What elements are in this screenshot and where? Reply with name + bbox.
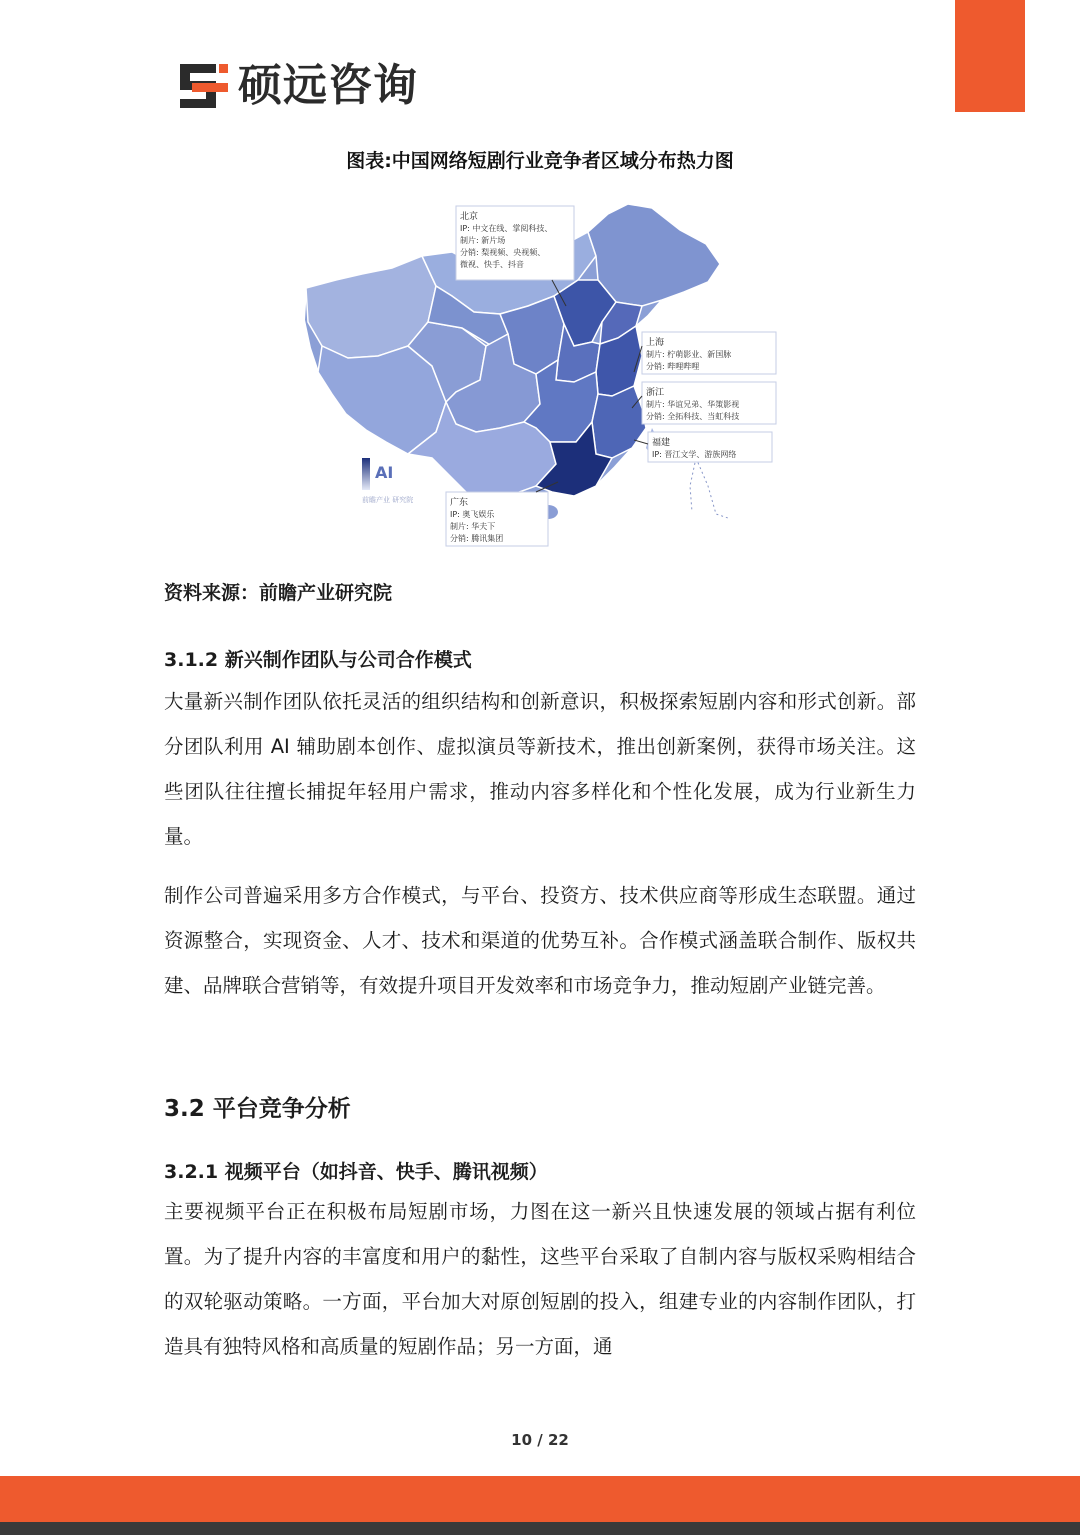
south-sea-islands <box>690 458 728 518</box>
heading-3-2: 3.2 平台竞争分析 <box>164 1096 351 1122</box>
callout-line: 制片: 华夫下 <box>450 522 496 531</box>
footer-dark-bar <box>0 1522 1080 1535</box>
callout-line: IP: 奥飞娱乐 <box>450 510 495 519</box>
callout-guangdong <box>446 482 558 546</box>
paragraph: 制作公司普遍采用多方合作模式，与平台、投资方、技术供应商等形成生态联盟。通过资源整合，实现资金、人才、技术和渠道的优势互补。合作模式涵盖联合制作、版权共建、品牌联合营销等，有效提升项目开发效率和市场竞争力，推动短剧产业链完善。 <box>164 884 916 997</box>
corner-accent-bar <box>955 0 1025 112</box>
paragraph: 主要视频平台正在积极布局短剧市场，力图在这一新兴且快速发展的领域占据有利位置。为了提升内容的丰富度和用户的黏性，这些平台采取了自制内容与版权采购相结合的双轮驱动策略。一方面，平台加大对原创短剧的投入，组建专业的内容制作团队，打造具有独特风格和高质量的短剧作品；另一方面，通 <box>164 1200 916 1358</box>
callout-line: 制片: 柠萌影业、新国脉 <box>646 350 732 359</box>
paragraph: 大量新兴制作团队依托灵活的组织结构和创新意识，积极探索短剧内容和形式创新。部分团队利用 AI 辅助剧本创作、虚拟演员等新技术，推出创新案例，获得市场关注。这些团队往往擅长捕捉年轻用户需求，推动内容多样化和个性化发展，成为行业新生力量。 <box>164 690 916 848</box>
callout-line: IP: 晋江文学、游族网络 <box>652 450 737 459</box>
brand-logo <box>176 60 418 112</box>
callout-shanghai <box>634 332 776 374</box>
page-number: 10 / 22 <box>511 1431 569 1449</box>
brand-name: 硕远咨询 <box>238 60 418 111</box>
region-zhejiang-fujian <box>592 386 646 458</box>
callout-line: 分销: 哔哩哔哩 <box>646 362 700 371</box>
heading-3-2-1: 3.2.1 视频平台（如抖音、快手、腾讯视频） <box>164 1161 548 1183</box>
heatmap-figure <box>296 196 786 550</box>
callout-line: 制片: 新片场 <box>460 236 506 245</box>
callout-line: IP: 中文在线、掌阅科技、 <box>460 224 553 233</box>
callout-zhejiang <box>632 382 776 424</box>
figure-title: 图表:中国网络短剧行业竞争者区域分布热力图 <box>346 150 734 172</box>
watermark-text: 前瞻产业 研究院 <box>362 496 414 504</box>
figure-source: 资料来源：前瞻产业研究院 <box>164 582 393 604</box>
heading-3-1-2: 3.1.2 新兴制作团队与公司合作模式 <box>164 649 472 671</box>
china-heatmap <box>296 196 786 550</box>
callout-region: 浙江 <box>646 388 665 398</box>
callout-fujian <box>634 432 772 462</box>
callout-region: 广东 <box>450 498 469 508</box>
brand-logo-icon <box>176 60 228 112</box>
callout-region: 福建 <box>652 438 671 448</box>
callout-line: 分销: 梨视频、央视频、 <box>460 248 546 257</box>
legend-high-label: AI <box>375 463 394 482</box>
footer-accent-bar <box>0 1476 1080 1522</box>
callout-line: 制片: 华谊兄弟、华策影视 <box>646 400 740 409</box>
legend-gradient-bar <box>362 458 370 490</box>
callout-region: 上海 <box>646 338 665 348</box>
callout-line: 分销: 腾讯集团 <box>450 534 504 543</box>
region-northeast <box>588 204 720 306</box>
callout-region: 北京 <box>460 212 479 222</box>
callout-line: 微视、快手、抖音 <box>460 260 524 269</box>
callout-line: 分销: 全拓科技、当虹科技 <box>646 412 740 421</box>
